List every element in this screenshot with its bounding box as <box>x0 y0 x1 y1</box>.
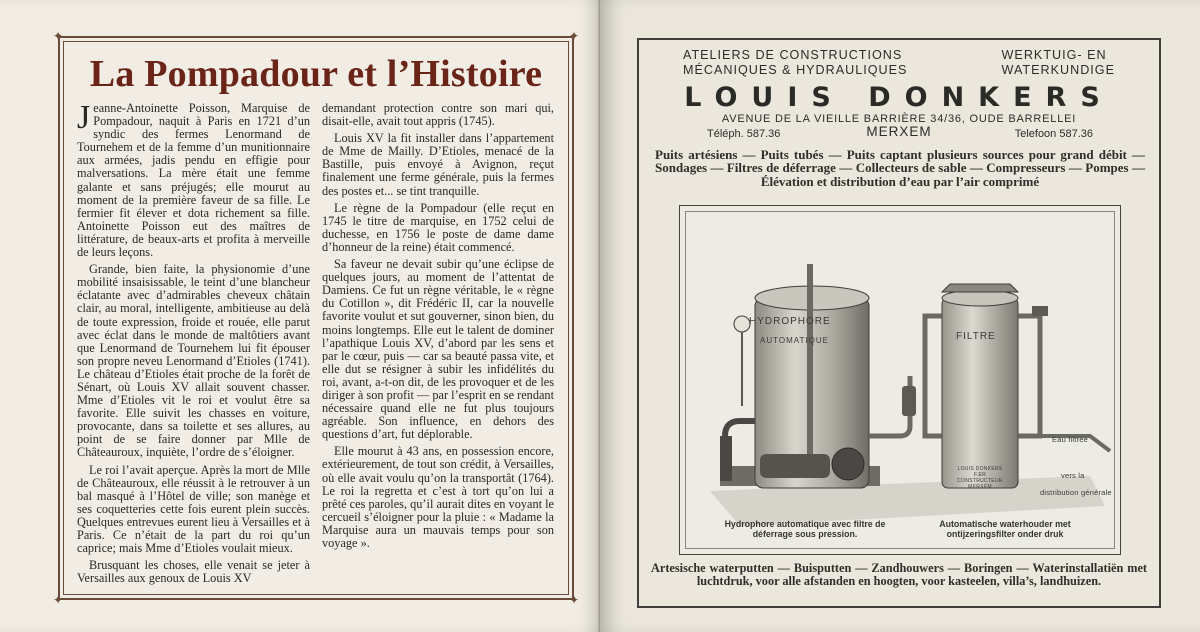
article-paragraph: Elle mourut à 43 ans, en possession encore, extérieurement, de tout son crédit, à Versailles, où elle avait voulu qu’on la transportât (1764). Le roi la regretta et c’est à tort qu’on lui a prêté ces paroles, qu’il aurait dites en voyant le cercueil s’éloigner pour la pluie : « Madame la Marquise aura un mauvais temps pour son voyage ». <box>322 444 554 550</box>
article-frame <box>53 29 580 607</box>
article-title: La Pompadour et l’Histoire <box>89 53 543 95</box>
services-dutch: Artesische waterputten — Buisputten — Zandhouwers — Boringen — Waterinstallatiën met luchtdruk, voor alle afstanden en hoogten, voor kasteelen, villa’s, landhuizen. <box>651 561 1147 588</box>
motor-icon <box>832 448 864 480</box>
pressure-gauge-icon <box>734 316 750 332</box>
filter-outlet-pipe <box>1018 316 1040 436</box>
distribution-label: distribution générale <box>1040 488 1112 497</box>
corner-ornament-icon: ✦ <box>53 29 64 43</box>
company-address: AVENUE DE LA VIEILLE BARRIÈRE 34/36, OUDE BARRELLEI <box>721 113 1077 125</box>
phone-dutch: Telefoon 587.36 <box>1014 128 1093 140</box>
filter-valve-icon <box>1032 306 1048 316</box>
valve-icon <box>902 386 916 416</box>
pump-body <box>760 454 830 478</box>
corner-ornament-icon: ✦ <box>569 593 580 607</box>
header-line: WATERKUNDIGE <box>1001 63 1115 77</box>
pump-inlet <box>720 436 732 481</box>
header-line: ATELIERS DE CONSTRUCTIONS <box>683 48 903 62</box>
ad-header-left <box>683 48 907 78</box>
maker-plate: LOUIS DONKERS F.ER CONSTRUCTEUR MERXEM <box>957 466 1003 490</box>
paragraph-text: eanne-Antoinette Poisson, Marquise de Pompadour, naquit à Paris en 1721 d’un syndic des fermes Lenormand de Tournehem et de la femme d’un munitionnaire aux armées, jadis pendu en effigie pour malversations. La mère était une femme galante et sans préjugés; elle mourut au moment de la première faveur de sa fille. Le fermier fit élever et dota richement sa fille. Antoinette Poisson eut des maîtres de littérature, de beaux-arts et profita à merveille de leurs leçons. <box>77 101 310 260</box>
filter-tank <box>942 298 1018 488</box>
services-list: Puits artésiens — Puits tubés — Puits captant plusieurs sources pour grand débit — Sondages — Filtres de déferrage — Collecteurs de sable — Compresseurs — Pompes — Élévation et distribution d’eau par l’air comprimé <box>655 147 1145 189</box>
header-line: WERKTUIG- EN <box>1001 48 1107 62</box>
automatique-label: AUTOMATIQUE <box>760 336 829 345</box>
article-paragraph: demandant protection contre son mari qui, disait-elle, avait tout appris (1745). <box>322 101 554 129</box>
article-column-left <box>77 99 310 589</box>
header-line: MÉCANIQUES & HYDRAULIQUES <box>683 63 908 77</box>
article-paragraph: Le roi l’avait aperçue. Après la mort de Mlle de Châteauroux, elle réussit à le retrouver à un bal masqué à l’Hôtel de ville; son manège et ses coquetteries cette fois eurent plein succès. Quelques entrevues eurent lieu à Versailles et à Paris. Ce n’était de la part du roi qu’un caprice; mais Mme d’Etioles voulait mieux. <box>77 462 310 556</box>
article-paragraph: Sa faveur ne devait subir qu’une éclipse de quelques jours, au moment de l’attentat de Damiens. Ce fut un règne véritable, le « règne du Cotillon », dit Frédéric II, car la nouvelle favorite voulut et sut gouverner, sinon bien, du moins longtemps. Elle eut le talent de dominer l’apathique Louis XV, d’abord par les sens et par le cœur, puis — car sa beauté passa vite, et elle dut se résigner à subir les infidélités du roi, avant, a-t-on dit, de les provoquer et de les diriger à son profit — par l’esprit en se rendant nécessaire quand elle ne fut plus toujours agréable. Son influence, en dehors des questions d’art, fut déplorable. <box>322 257 554 442</box>
equipment-illustration <box>679 205 1121 555</box>
phone-french: Téléph. 587.36 <box>707 128 781 140</box>
filter-tank-label: FILTRE <box>956 331 996 342</box>
company-city: MERXEM <box>866 124 932 139</box>
filtered-water-label: Eau filtrée <box>1052 435 1088 444</box>
article-paragraph: Brusquant les choses, elle venait se jeter à Versailles aux genoux de Louis XV <box>77 558 310 586</box>
company-name: LOUIS DONKERS <box>684 82 1114 113</box>
article-paragraph <box>77 99 310 260</box>
filter-bypass-pipe <box>925 316 942 436</box>
filter-lid <box>942 284 1018 292</box>
ad-header-right <box>1002 48 1115 78</box>
corner-ornament-icon: ✦ <box>53 593 64 607</box>
article-paragraph: Louis XV la fit installer dans l’appartement de Mme de Mailly. D’Etioles, menacé de la Bastille, puis envoyé à Avignon, reçut finalement une ferme générale, puis la fermes des postes et... se tint tranquille. <box>322 131 554 198</box>
article-paragraph: Grande, bien faite, la physionomie d’une mobilité insaisissable, le teint d’une blancheur éclatante avec d’admirables cheveux châtain clair, au moral, intelligente, ambitieuse au delà de toute expression, froide et rouée, elle parut avec éclat dans le monde de maltôtiers avant que Lenormand de Tournehem lui fit épouser son propre neveu Lenormand d’Etioles (1741). Le château d’Etioles était proche de la forêt de Sénart, où Louis XV allait souvent chasser. Mme d’Etioles vit le roi et voulut être sa favorite. Elle suivit les chasses en voiture, provocante, dans sa toilette et ses allures, au point de se faire donner par Mlle de Châteauroux, inquiète, l’ordre de s’éloigner. <box>77 262 310 460</box>
towards-label: vers la <box>1061 471 1085 480</box>
vertical-pipe <box>807 264 813 474</box>
caption-french: Hydrophore automatique avec filtre de déferrage sous pression. <box>724 519 886 539</box>
pump-inlet-pipe <box>725 421 755 436</box>
article-column-right <box>322 102 554 554</box>
corner-ornament-icon: ✦ <box>569 29 580 43</box>
caption-dutch: Automatische waterhouder met ontijzeringsfilter onder druk <box>939 519 1071 539</box>
advertisement-frame <box>637 38 1161 608</box>
article-paragraph: Le règne de la Pompadour (elle reçut en 1745 le titre de marquise, en 1752 celui de duchesse, en 1756 le poste de dame dame d’honneur de la reine) était commencé. <box>322 200 554 254</box>
hydrophore-tank-label: HYDROPHORE <box>749 316 831 327</box>
hydrophore-drawing <box>680 206 1120 554</box>
drop-cap: J <box>77 99 91 136</box>
